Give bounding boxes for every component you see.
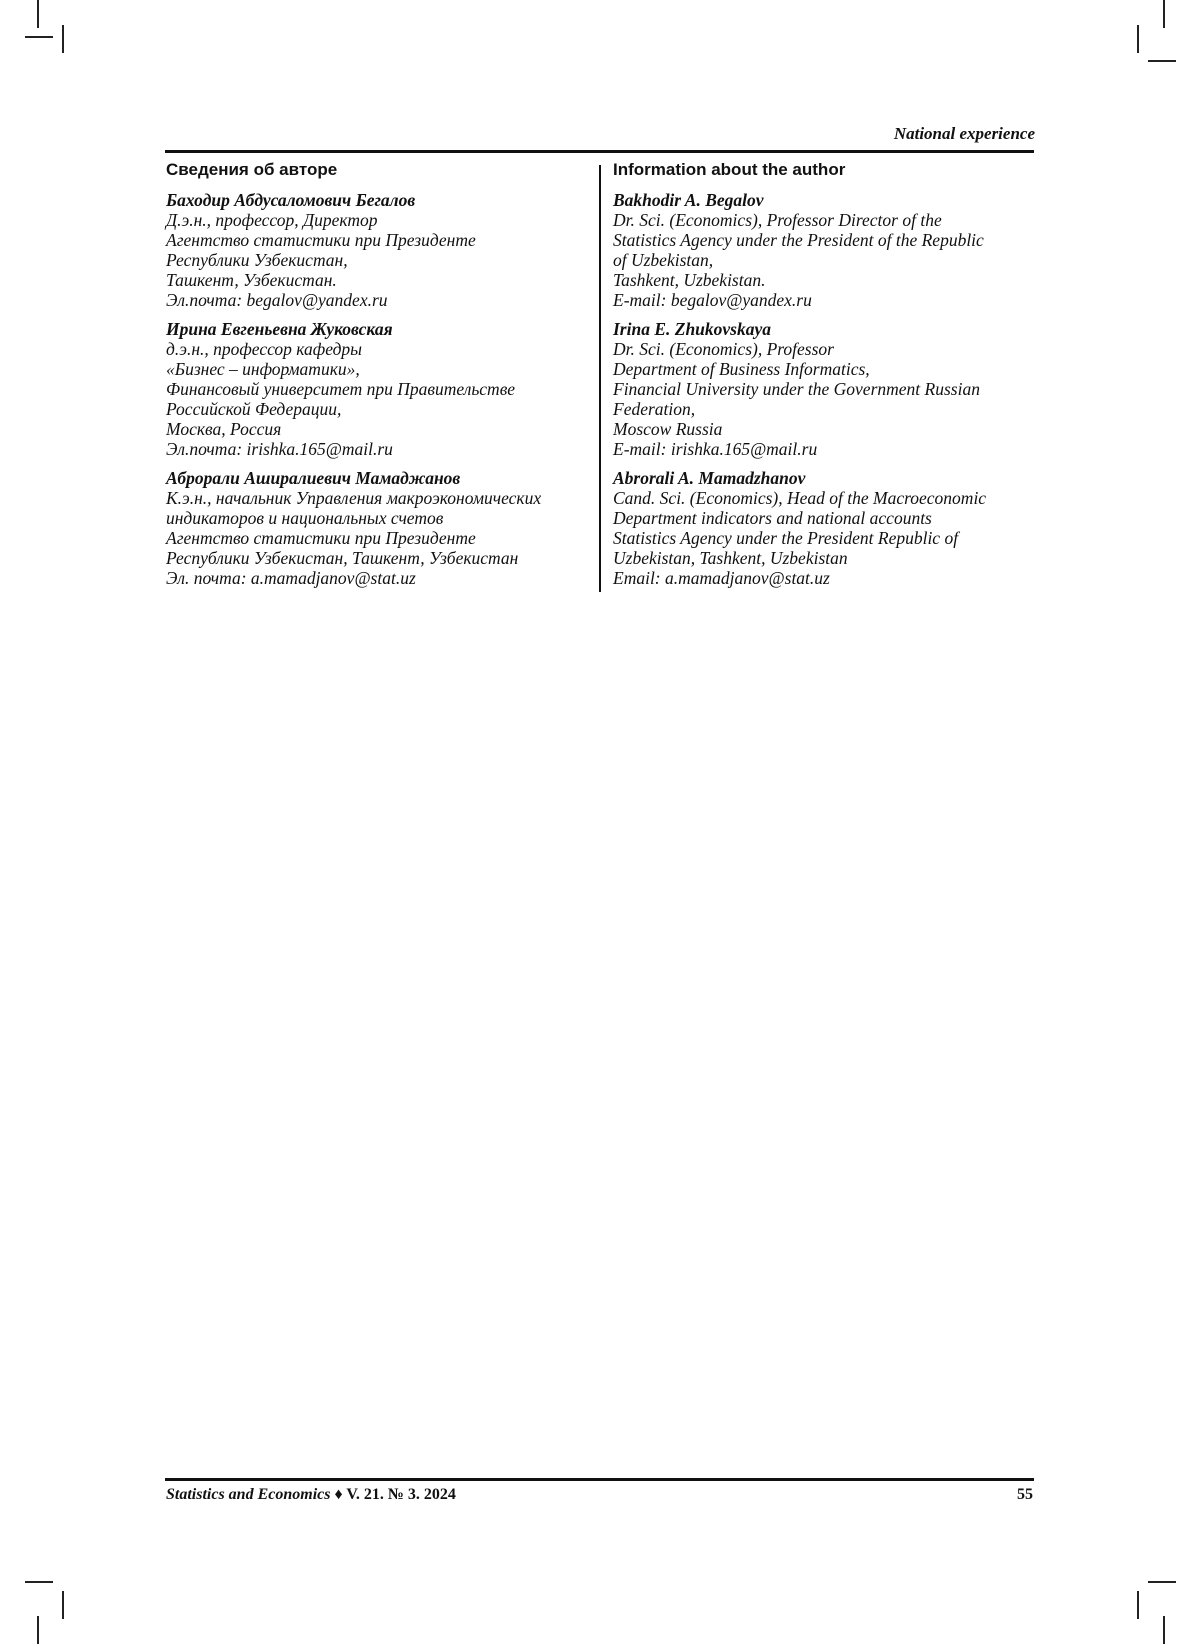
author-line: Агентство статистики при Президенте xyxy=(166,528,476,548)
crop-mark xyxy=(25,36,53,38)
crop-mark xyxy=(1148,60,1176,62)
crop-mark xyxy=(1163,0,1165,28)
crop-mark xyxy=(25,1581,53,1583)
russian-column xyxy=(166,159,591,597)
ru-author-3 xyxy=(166,468,591,588)
author-line: Москва, Россия xyxy=(166,419,282,439)
author-email: Email: a.mamadjanov@stat.uz xyxy=(613,568,830,588)
author-line: Tashkent, Uzbekistan. xyxy=(613,270,766,290)
author-name: Irina E. Zhukovskaya xyxy=(613,319,772,339)
crop-mark xyxy=(1163,1616,1165,1644)
author-line: Department indicators and national accounts xyxy=(613,508,932,528)
author-line: Республики Узбекистан, xyxy=(166,250,348,270)
ru-author-1 xyxy=(166,190,591,310)
issue-info: V. 21. № 3. 2024 xyxy=(346,1486,456,1503)
author-email: E-mail: begalov@yandex.ru xyxy=(613,290,812,310)
author-line: Department of Business Informatics, xyxy=(613,359,870,379)
diamond-separator: ♦ xyxy=(334,1486,343,1503)
footer-citation xyxy=(166,1485,456,1505)
crop-mark xyxy=(62,25,64,53)
author-line: Financial University under the Government Russian xyxy=(613,379,980,399)
author-line: д.э.н., профессор кафедры xyxy=(166,339,363,359)
author-line: Д.э.н., профессор, Директор xyxy=(166,210,378,230)
author-name: Abrorali A. Mamadzhanov xyxy=(613,468,806,488)
author-line: К.э.н., начальник Управления макроэкономических xyxy=(166,488,542,508)
en-author-2 xyxy=(613,319,1038,459)
header-rule xyxy=(165,150,1034,153)
author-line: Dr. Sci. (Economics), Professor xyxy=(613,339,834,359)
author-line: Statistics Agency under the President of the Republic xyxy=(613,230,984,250)
author-line: Агентство статистики при Президенте xyxy=(166,230,476,250)
crop-mark xyxy=(1137,25,1139,53)
author-line: Российской Федерации, xyxy=(166,399,342,419)
column-divider xyxy=(599,165,601,592)
page-number: 55 xyxy=(1017,1486,1033,1503)
author-line: индикаторов и национальных счетов xyxy=(166,508,444,528)
author-line: Ташкент, Узбекистан. xyxy=(166,270,337,290)
crop-mark xyxy=(1137,1591,1139,1619)
author-line: of Uzbekistan, xyxy=(613,250,714,270)
author-email: Эл.почта: irishka.165@mail.ru xyxy=(166,439,393,459)
author-name: Bakhodir A. Begalov xyxy=(613,190,764,210)
english-column xyxy=(613,159,1038,597)
footer-rule xyxy=(165,1478,1034,1481)
author-line: Federation, xyxy=(613,399,696,419)
crop-mark xyxy=(37,1616,39,1644)
crop-mark xyxy=(1148,1581,1176,1583)
en-section-title: Information about the author xyxy=(613,160,846,179)
crop-mark xyxy=(37,0,39,28)
author-email: E-mail: irishka.165@mail.ru xyxy=(613,439,818,459)
crop-mark xyxy=(62,1591,64,1619)
en-author-1 xyxy=(613,190,1038,310)
ru-author-2 xyxy=(166,319,591,459)
journal-name: Statistics and Economics xyxy=(166,1486,331,1503)
author-line: Cand. Sci. (Economics), Head of the Macroeconomic xyxy=(613,488,987,508)
author-email: Эл. почта: a.mamadjanov@stat.uz xyxy=(166,568,416,588)
author-line: Финансовый университет при Правительстве xyxy=(166,379,516,399)
running-head: National experience xyxy=(893,124,1035,143)
author-line: Dr. Sci. (Economics), Professor Director of the xyxy=(613,210,942,230)
en-author-3 xyxy=(613,468,1038,588)
author-line: «Бизнес – информатики», xyxy=(166,359,360,379)
author-line: Uzbekistan, Tashkent, Uzbekistan xyxy=(613,548,848,568)
author-line: Statistics Agency under the President Republic of xyxy=(613,528,959,548)
ru-section-title: Сведения об авторе xyxy=(166,160,338,179)
author-line: Республики Узбекистан, Ташкент, Узбекистан xyxy=(166,548,519,568)
author-name: Ирина Евгеньевна Жуковская xyxy=(166,319,393,339)
author-name: Аброрали Аширалиевич Мамаджанов xyxy=(166,468,461,488)
author-line: Moscow Russia xyxy=(613,419,723,439)
author-email: Эл.почта: begalov@yandex.ru xyxy=(166,290,388,310)
author-name: Баходир Абдусаломович Бегалов xyxy=(166,190,416,210)
